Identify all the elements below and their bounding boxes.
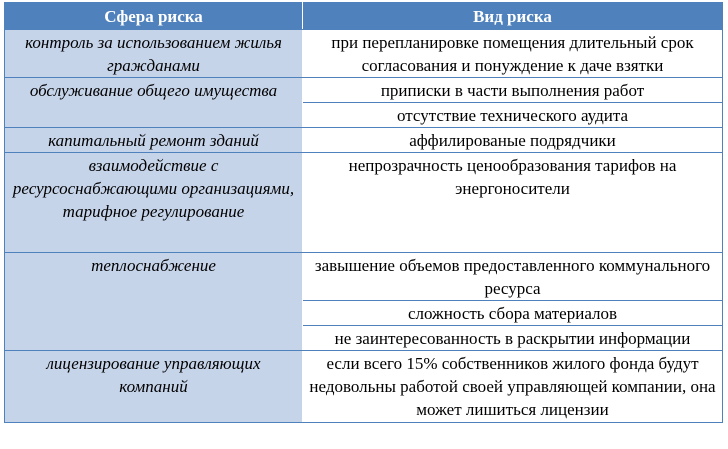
kind-cell: если всего 15% собственников жилого фонда будут недовольны работой своей управляющей компании, она может лишиться лицензии	[303, 351, 723, 423]
sphere-cell: контроль за использованием жилья гражданами	[5, 30, 303, 78]
kind-cell: аффилированые подрядчики	[303, 128, 723, 153]
table-header	[5, 3, 723, 30]
sphere-cell: взаимодействие с ресурсоснабжающими организациями, тарифное регулирование	[5, 153, 303, 253]
kind-cell: приписки в части выполнения работ	[303, 78, 723, 103]
table-body	[5, 30, 723, 423]
table-row	[5, 78, 723, 103]
kind-cell: завышение объемов предоставленного коммунального ресурса	[303, 253, 723, 301]
sphere-cell: капитальный ремонт зданий	[5, 128, 303, 153]
table-row	[5, 253, 723, 301]
header-kind: Вид риска	[303, 3, 723, 30]
table-row	[5, 128, 723, 153]
kind-cell: отсутствие технического аудита	[303, 103, 723, 128]
kind-cell: не заинтересованность в раскрытии информации	[303, 326, 723, 351]
kind-cell: непрозрачность ценообразования тарифов на энергоносители	[303, 153, 723, 253]
table-row	[5, 351, 723, 423]
sphere-cell: теплоснабжение	[5, 253, 303, 351]
sphere-cell: обслуживание общего имущества	[5, 78, 303, 128]
header-sphere: Сфера риска	[5, 3, 303, 30]
table-row	[5, 153, 723, 253]
risk-table	[4, 2, 723, 423]
sphere-cell: лицензирование управляющих компаний	[5, 351, 303, 423]
table-row	[5, 30, 723, 78]
header-row	[5, 3, 723, 30]
kind-cell: сложность сбора материалов	[303, 301, 723, 326]
kind-cell: при перепланировке помещения длительный срок согласования и понуждение к даче взятки	[303, 30, 723, 78]
